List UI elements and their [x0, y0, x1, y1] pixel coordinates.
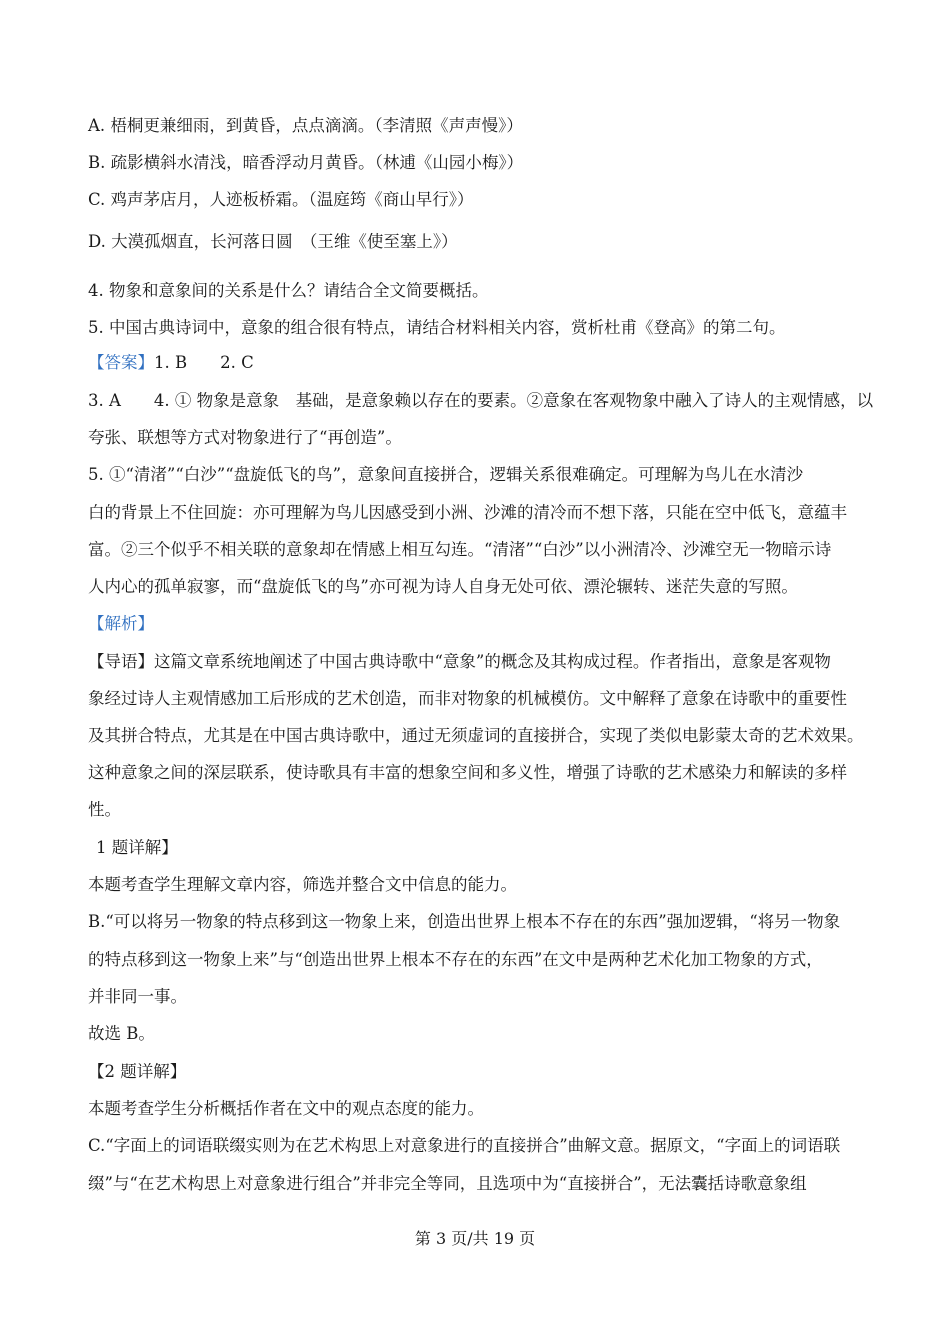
answer-line-7: 人内心的孤单寂寥，而“盘旋低飞的鸟”亦可视为诗人自身无处可依、漂沦辗转、迷茫失意的写照。	[88, 577, 798, 596]
q1-detail-title: 1 题详解】	[96, 838, 178, 857]
answer-line-4: 5. ①“清渚”“白沙”“盘旋低飞的鸟”，意象间直接拼合，逻辑关系很难确定。可理解为鸟儿在水清沙	[88, 465, 804, 484]
intro-line-1: 【导语】这篇文章系统地阐述了中国古典诗歌中“意象”的概念及其构成过程。作者指出，意象是客观物	[88, 652, 831, 671]
intro-line-2: 象经过诗人主观情感加工后形成的艺术创造，而非对物象的机械模仿。文中解释了意象在诗歌中的重要性	[88, 689, 847, 708]
q2-line-2: C.“字面上的词语联缀实则为在艺术构思上对意象进行的直接拼合”曲解文意。据原文，“字面上的词语联	[88, 1136, 841, 1155]
q1-line-5: 故选 B。	[88, 1024, 155, 1043]
analysis-label: 【解析】	[88, 614, 154, 633]
answer-line-1	[88, 351, 878, 375]
option-a: A. 梧桐更兼细雨，到黄昏，点点滴滴。（李清照《声声慢》）	[88, 116, 523, 135]
intro-line-3: 及其拼合特点，尤其是在中国古典诗歌中，通过无须虚词的直接拼合，实现了类似电影蒙太奇的艺术效果。	[88, 726, 864, 745]
option-c: C. 鸡声茅店月，人迹板桥霜。（温庭筠《商山早行》）	[88, 190, 474, 209]
q2-line-1: 本题考查学生分析概括作者在文中的观点态度的能力。	[88, 1099, 484, 1118]
question-5: 5. 中国古典诗词中，意象的组合很有特点，请结合材料相关内容，赏析杜甫《登高》的第二句。	[88, 318, 786, 337]
q1-line-3: 的特点移到这一物象上来”与“创造出世界上根本不存在的东西”在文中是两种艺术化加工物象的方式，	[88, 950, 823, 969]
answer-line-6: 富。②三个似乎不相关联的意象却在情感上相互勾连。“清渚”“白沙”以小洲清冷、沙滩空无一物暗示诗	[88, 540, 832, 559]
answer-line-2: 3. A 4. ① 物象是意象 基础，是意象赖以存在的要素。②意象在客观物象中融入了诗人的主观情感，以	[88, 391, 874, 410]
question-4: 4. 物象和意象间的关系是什么？请结合全文简要概括。	[88, 281, 489, 300]
intro-line-4: 这种意象之间的深层联系，使诗歌具有丰富的想象空间和多义性，增强了诗歌的艺术感染力和解读的多样	[88, 763, 847, 782]
answer-1-2: 1. B 2. C	[154, 353, 254, 372]
answer-label: 【答案】	[88, 353, 154, 372]
intro-line-5: 性。	[88, 800, 121, 819]
answer-line-3: 夸张、联想等方式对物象进行了“再创造”。	[88, 428, 402, 447]
page-number: 第 3 页/共 19 页	[414, 1229, 536, 1248]
option-b: B. 疏影横斜水清浅，暗香浮动月黄昏。（林逋《山园小梅》）	[88, 153, 524, 172]
q2-line-3: 缀”与“在艺术构思上对意象进行组合”并非完全等同，且选项中为“直接拼合”，无法囊括诗歌意象组	[88, 1174, 807, 1193]
answer-line-5: 白的背景上不住回旋：亦可理解为鸟儿因感受到小洲、沙滩的清冷而不想下落，只能在空中低飞，意蕴丰	[88, 503, 847, 522]
q2-detail-title: 【2 题详解】	[88, 1062, 187, 1081]
q1-line-4: 并非同一事。	[88, 987, 187, 1006]
q1-line-2: B.“可以将另一物象的特点移到这一物象上来，创造出世界上根本不存在的东西”强加逻辑，“将另一物象	[88, 912, 841, 931]
option-d: D. 大漠孤烟直，长河落日圆 （王维《使至塞上》）	[88, 232, 458, 251]
q1-line-1: 本题考查学生理解文章内容，筛选并整合文中信息的能力。	[88, 875, 517, 894]
